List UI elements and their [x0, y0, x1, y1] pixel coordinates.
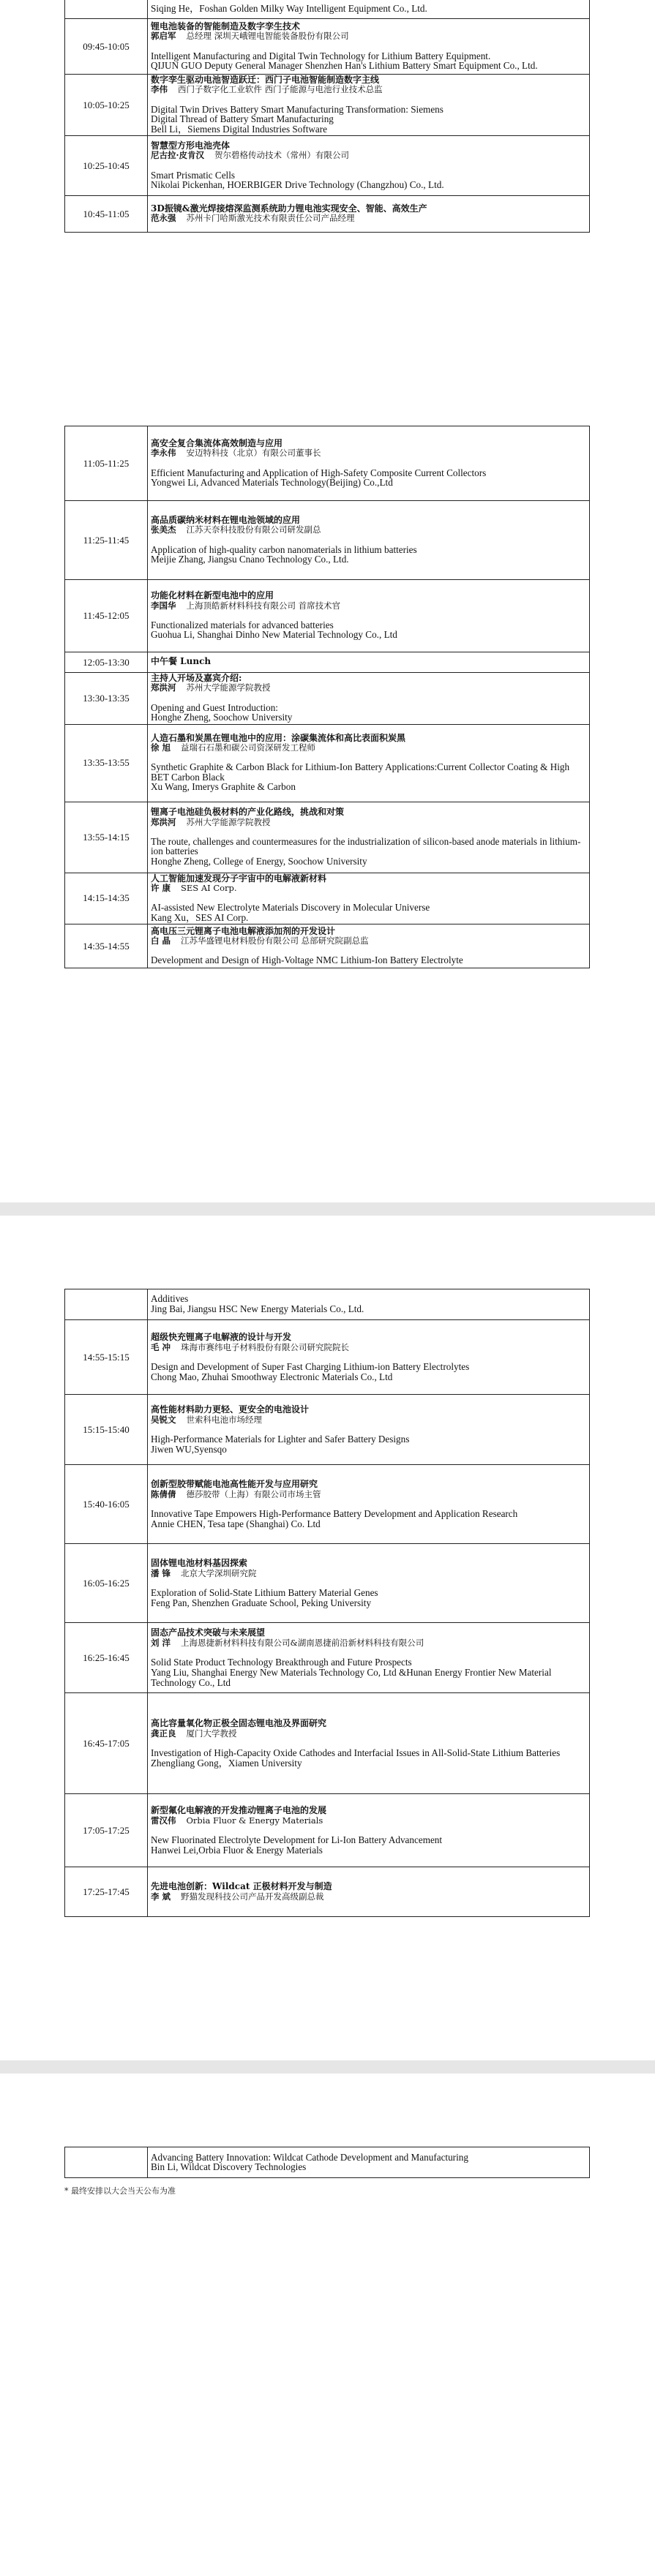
agenda-row: [65, 1465, 590, 1544]
speaker-org-zh: 厦门大学教授: [186, 1728, 237, 1739]
session-time: [65, 1289, 148, 1320]
session-text-en: Guohua Li, Shanghai Dinho New Material Technology Co., Ltd: [151, 629, 397, 641]
session-text-en: Digital Twin Drives Battery Smart Manufacturing Transformation: Siemens: [151, 103, 443, 115]
session-title-zh: 功能化材料在新型电池中的应用: [151, 590, 274, 601]
session-details: [148, 924, 590, 968]
speaker-name-zh: 潘 锋: [151, 1567, 171, 1578]
speaker-zh: [151, 85, 586, 94]
speaker-org-zh: 上海顶皓新材料科技有限公司 首席技术官: [186, 600, 341, 611]
spacer: [151, 1425, 586, 1434]
speaker-name-zh: 范永强: [151, 213, 176, 224]
speaker-zh: [151, 936, 586, 946]
session-text-en: Zhengliang Gong，Xiamen University: [151, 1757, 302, 1769]
session-text-en: Xu Wang, Imerys Graphite & Carbon: [151, 781, 296, 793]
speaker-zh: [151, 1489, 586, 1499]
spacer: [151, 1826, 586, 1835]
session-details: [148, 1623, 590, 1693]
session-text-en: Nikolai Pickenhan, HOERBIGER Drive Technology (Changzhou) Co., Ltd.: [151, 178, 444, 190]
session-time: 10:25-10:45: [65, 136, 148, 196]
speaker-zh: [151, 1728, 586, 1739]
speaker-org-zh: 野猫发现科技公司产品开发高级副总裁: [181, 1891, 324, 1902]
agenda-row: [65, 426, 590, 501]
session-text-en: Annie CHEN, Tesa tape (Shanghai) Co. Ltd: [151, 1518, 321, 1529]
speaker-zh: [151, 31, 586, 41]
session-details: [148, 501, 590, 580]
spacer: [151, 1648, 586, 1657]
session-text-en: High-Performance Materials for Lighter and Safer Battery Designs: [151, 1433, 410, 1445]
speaker-name-zh: 李伟: [151, 84, 168, 95]
session-title-zh: 高比容量氧化物正极全固态锂电池及界面研究: [151, 1717, 327, 1728]
session-title-zh: 数字孪生驱动电池智造跃迁：西门子电池智能制造数字主线: [151, 75, 380, 85]
session-text-en: Siqing He，Foshan Golden Milky Way Intelligent Equipment Co., Ltd.: [151, 2, 427, 14]
session-text-en: Meijie Zhang, Jiangsu Cnano Technology Co., Ltd.: [151, 553, 349, 565]
session-text-en: Functionalized materials for advanced batteries: [151, 619, 334, 630]
agenda-row: [65, 652, 590, 673]
session-text-en: Kang Xu，SES AI Corp.: [151, 911, 249, 923]
speaker-name-zh: 李 斌: [151, 1891, 171, 1902]
session-time: 16:25-16:45: [65, 1623, 148, 1693]
session-title-zh: 创新型胶带赋能电池高性能开发与应用研究: [151, 1478, 318, 1489]
agenda-row: [65, 2147, 590, 2178]
session-title-zh: 高性能材料助力更轻、更安全的电池设计: [151, 1404, 310, 1415]
session-text-en: Development and Design of High-Voltage NMC Lithium-Ion Battery Electrolyte: [151, 954, 463, 966]
session-text-en: New Fluorinated Electrolyte Development for Li-Ion Battery Advancement: [151, 1834, 443, 1845]
agenda-row: [65, 1289, 590, 1320]
session-time: 15:15-15:40: [65, 1395, 148, 1465]
session-details: [148, 873, 590, 924]
speaker-zh: [151, 743, 586, 753]
agenda-row: [65, 196, 590, 233]
session-time: 13:55-14:15: [65, 802, 148, 873]
session-text-en: Opening and Guest Introduction:: [151, 701, 278, 713]
session-text-en: The route, challenges and countermeasures for the industrialization of silicon-based anode materials in lithium-ion batteries: [151, 835, 581, 857]
speaker-org-zh: 世索科电池市场经理: [186, 1414, 262, 1425]
session-title-zh: 锂电池装备的智能制造及数字孪生技术: [151, 20, 301, 31]
agenda-row: [65, 1794, 590, 1867]
session-time: 11:05-11:25: [65, 426, 148, 501]
session-time: 12:05-13:30: [65, 652, 148, 673]
session-details: [148, 196, 590, 233]
speaker-zh: [151, 884, 586, 893]
session-time: 17:05-17:25: [65, 1794, 148, 1867]
session-title-zh: 人工智能加速发现分子宇宙中的电解液新材料: [151, 873, 327, 884]
speaker-zh: [151, 1891, 586, 1902]
agenda-row: [65, 19, 590, 75]
session-time: [65, 0, 148, 19]
session-text-en: Jiwen WU,Syensqo: [151, 1443, 227, 1455]
session-title-zh: 新型氟化电解液的开发推动锂离子电池的发展: [151, 1804, 327, 1815]
session-details: [148, 802, 590, 873]
session-time: 10:05-10:25: [65, 75, 148, 136]
session-time: 11:25-11:45: [65, 501, 148, 580]
session-details: [148, 652, 590, 673]
session-details: [148, 75, 590, 136]
speaker-zh: [151, 448, 586, 458]
session-details: [148, 0, 590, 19]
session-title-zh: 先进电池创新：Wildcat 正极材料开发与制造: [151, 1881, 332, 1891]
session-title-zh: 3D振镜&激光焊接熔深监测系统助力锂电池实现安全、智能、高效生产: [151, 203, 427, 214]
speaker-name-zh: 尼古拉·皮肯汉: [151, 150, 205, 161]
session-title-zh: 固态产品技术突破与未来展望: [151, 1627, 266, 1638]
session-details: [148, 1794, 590, 1867]
session-details: [148, 19, 590, 75]
speaker-org-zh: 珠海市赛纬电子材料股份有限公司研究院院长: [181, 1341, 350, 1352]
speaker-org-zh: 江苏华盛锂电材料股份有限公司 总部研究院副总监: [181, 935, 369, 946]
agenda-row: [65, 580, 590, 652]
speaker-zh: [151, 1815, 586, 1826]
spacer: [151, 1499, 586, 1509]
session-text-en: Bell Li，Siemens Digital Industries Software: [151, 123, 328, 135]
session-time: 13:30-13:35: [65, 673, 148, 725]
speaker-org-zh: 北京大学深圳研究院: [181, 1567, 257, 1578]
speaker-org-zh: 苏州大学能源学院教授: [186, 682, 271, 693]
agenda-row: [65, 924, 590, 968]
page-separator: [0, 2060, 655, 2074]
speaker-zh: [151, 1415, 586, 1425]
session-details: [148, 136, 590, 196]
agenda-table-4: [64, 2147, 590, 2178]
session-title-zh: 智慧型方形电池壳体: [151, 140, 231, 151]
speaker-name-zh: 李永伟: [151, 448, 176, 459]
speaker-name-zh: 李国华: [151, 600, 176, 611]
session-details: [148, 580, 590, 652]
session-time: 16:05-16:25: [65, 1544, 148, 1623]
speaker-name-zh: 许 康: [151, 883, 171, 894]
speaker-name-zh: 刘 洋: [151, 1637, 171, 1648]
speaker-org-zh: 西门子数字化工业软件 西门子能源与电池行业技术总监: [178, 84, 383, 95]
session-title-zh: 人造石墨和炭黑在锂电池中的应用：涂碳集流体和高比表面积炭黑: [151, 732, 406, 743]
speaker-org-zh: 益瑞石石墨和碳公司资深研发工程师: [181, 742, 316, 753]
session-time: 14:55-15:15: [65, 1320, 148, 1395]
session-text-en: Application of high-quality carbon nanomaterials in lithium batteries: [151, 543, 417, 555]
agenda-row: [65, 873, 590, 924]
session-text-en: Honghe Zheng, Soochow University: [151, 712, 293, 723]
speaker-org-zh: 安迈特科技（北京）有限公司董事长: [186, 448, 321, 459]
session-text-en: Honghe Zheng, College of Energy, Soochow University: [151, 855, 367, 867]
speaker-name-zh: 陈倩倩: [151, 1488, 176, 1499]
spacer: [151, 827, 586, 837]
speaker-zh: [151, 151, 586, 160]
speaker-org-zh: 苏州卡门哈斯激光技术有限责任公司产品经理: [186, 213, 355, 224]
session-text-en: Additives: [151, 1293, 189, 1304]
spacer: [151, 459, 586, 468]
session-details: [148, 1693, 590, 1794]
agenda-row: [65, 802, 590, 873]
session-details: [148, 1320, 590, 1395]
session-text-en: Advancing Battery Innovation: Wildcat Cathode Development and Manufacturing: [151, 2151, 468, 2163]
speaker-name-zh: 吴锐文: [151, 1414, 176, 1425]
session-details: [148, 724, 590, 802]
speaker-zh: [151, 525, 586, 535]
session-details: [148, 2147, 590, 2178]
speaker-zh: [151, 1568, 586, 1578]
session-title-zh: 高电压三元锂离子电池电解液添加剂的开发设计: [151, 925, 336, 936]
session-time: 10:45-11:05: [65, 196, 148, 233]
agenda-row: [65, 724, 590, 802]
speaker-name-zh: 郑洪河: [151, 682, 176, 693]
session-time: 17:25-17:45: [65, 1867, 148, 1917]
session-details: [148, 673, 590, 725]
agenda-row: [65, 0, 590, 19]
speaker-zh: [151, 214, 586, 223]
session-text-en: Synthetic Graphite & Carbon Black for Lithium-Ion Battery Applications:Current Collector Coating & High BET Carbon Black: [151, 761, 570, 783]
speaker-name-zh: 毛 冲: [151, 1341, 171, 1352]
agenda-table-1: [64, 0, 590, 233]
session-text-en: Yang Liu, Shanghai Energy New Materials Technology Co, Ltd &Hunan Energy Frontier New Material Technology Co., Ltd: [151, 1666, 552, 1688]
agenda-row: [65, 501, 590, 580]
session-details: [148, 1544, 590, 1623]
session-time: 15:40-16:05: [65, 1465, 148, 1544]
session-text-en: Intelligent Manufacturing and Digital Twin Technology for Lithium Battery Equipment.: [151, 50, 491, 61]
agenda-row: [65, 1544, 590, 1623]
spacer: [151, 95, 586, 105]
session-title-zh: 中午餐 Lunch: [151, 656, 212, 667]
session-text-en: Smart Prismatic Cells: [151, 169, 236, 181]
agenda-row: [65, 75, 590, 136]
speaker-name-zh: 白 晶: [151, 935, 171, 946]
agenda-table-3: [64, 1289, 590, 1917]
session-title-zh: 超级快充锂离子电解液的设计与开发: [151, 1331, 292, 1342]
speaker-zh: [151, 1638, 586, 1648]
speaker-zh: [151, 818, 586, 827]
footnote: * 最终安排以大会当天公布为准: [64, 2186, 176, 2196]
speaker-org-zh: 总经理 深圳天峨锂电智能装备股份有限公司: [186, 31, 349, 42]
agenda-row: [65, 1320, 590, 1395]
session-time: 16:45-17:05: [65, 1693, 148, 1794]
session-text-en: Jing Bai, Jiangsu HSC New Energy Materials Co., Ltd.: [151, 1303, 364, 1314]
session-text-en: Investigation of High-Capacity Oxide Cathodes and Interfacial Issues in All-Solid-State Lithium Batteries: [151, 1747, 561, 1758]
session-text-en: Design and Development of Super Fast Charging Lithium-ion Battery Electrolytes: [151, 1360, 470, 1372]
session-text-en: QIJUN GUO Deputy General Manager Shenzhen Han's Lithium Battery Smart Equipment Co., Ltd.: [151, 59, 538, 71]
session-text-en: Innovative Tape Empowers High-Performance Battery Development and Application Research: [151, 1507, 518, 1519]
spacer: [151, 1352, 586, 1362]
session-title-zh: 高安全复合集流体高效制造与应用: [151, 437, 283, 448]
session-text-en: AI-assisted New Electrolyte Materials Discovery in Molecular Universe: [151, 902, 430, 914]
spacer: [151, 1578, 586, 1588]
spacer: [151, 1739, 586, 1748]
session-text-en: Exploration of Solid-State Lithium Battery Material Genes: [151, 1586, 378, 1598]
speaker-org-zh: SES AI Corp.: [181, 883, 237, 894]
spacer: [151, 535, 586, 545]
session-details: [148, 1465, 590, 1544]
session-time: 14:15-14:35: [65, 873, 148, 924]
speaker-name-zh: 郭启军: [151, 31, 176, 42]
speaker-org-zh: 上海恩捷新材料科技有限公司&湖南恩捷前沿新材料科技有限公司: [181, 1637, 424, 1648]
session-time: [65, 2147, 148, 2178]
session-text-en: Digital Thread of Battery Smart Manufacturing: [151, 113, 334, 125]
session-text-en: Bin Li, Wildcat Discovery Technologies: [151, 2161, 307, 2172]
speaker-org-zh: 苏州大学能源学院教授: [186, 816, 271, 827]
session-time: 13:35-13:55: [65, 724, 148, 802]
session-details: [148, 426, 590, 501]
session-text-en: Yongwei Li, Advanced Materials Technology(Beijing) Co.,Ltd: [151, 476, 393, 488]
session-title-zh: 主持人开场及嘉宾介绍:: [151, 673, 242, 683]
speaker-name-zh: 雷汉伟: [151, 1815, 176, 1826]
speaker-zh: [151, 601, 586, 611]
session-text-en: Solid State Product Technology Breakthrough and Future Prospects: [151, 1656, 412, 1668]
spacer: [151, 161, 586, 170]
session-text-en: Efficient Manufacturing and Application of High-Safety Composite Current Collectors: [151, 467, 487, 478]
session-time: 09:45-10:05: [65, 19, 148, 75]
session-time: 11:45-12:05: [65, 580, 148, 652]
speaker-name-zh: 龚正良: [151, 1728, 176, 1739]
speaker-name-zh: 张美杰: [151, 524, 176, 535]
spacer: [151, 42, 586, 51]
agenda-row: [65, 1623, 590, 1693]
agenda-row: [65, 1693, 590, 1794]
session-time: 14:35-14:55: [65, 924, 148, 968]
session-title-zh: 高品质碳纳米材料在锂电池领域的应用: [151, 514, 301, 525]
speaker-name-zh: 徐 旭: [151, 742, 171, 753]
speaker-name-zh: 郑洪河: [151, 816, 176, 827]
session-title-zh: 锂离子电池硅负极材料的产业化路线，挑战和对策: [151, 807, 345, 818]
session-details: [148, 1867, 590, 1917]
agenda-table-2: [64, 426, 590, 968]
session-text-en: Feng Pan, Shenzhen Graduate School, Peking University: [151, 1597, 372, 1608]
agenda-row: [65, 1867, 590, 1917]
spacer: [151, 693, 586, 703]
speaker-zh: [151, 1342, 586, 1352]
speaker-org-zh: 德莎胶带（上海）有限公司市场主管: [186, 1488, 321, 1499]
agenda-row: [65, 1395, 590, 1465]
session-title-zh: 固体锂电池材料基因探索: [151, 1557, 248, 1568]
speaker-zh: [151, 683, 586, 693]
session-text-en: Chong Mao, Zhuhai Smoothway Electronic Materials Co., Ltd: [151, 1371, 393, 1382]
page-separator: [0, 1202, 655, 1216]
session-text-en: Hanwei Lei,Orbia Fluor & Energy Materials: [151, 1844, 323, 1856]
speaker-org-zh: 江苏天奈科技股份有限公司研发副总: [186, 524, 321, 535]
speaker-org-zh: 贺尔碧格传动技术（常州）有限公司: [214, 150, 350, 161]
speaker-org-zh: Orbia Fluor & Energy Materials: [186, 1815, 323, 1826]
session-details: [148, 1289, 590, 1320]
agenda-row: [65, 136, 590, 196]
session-details: [148, 1395, 590, 1465]
agenda-row: [65, 673, 590, 725]
